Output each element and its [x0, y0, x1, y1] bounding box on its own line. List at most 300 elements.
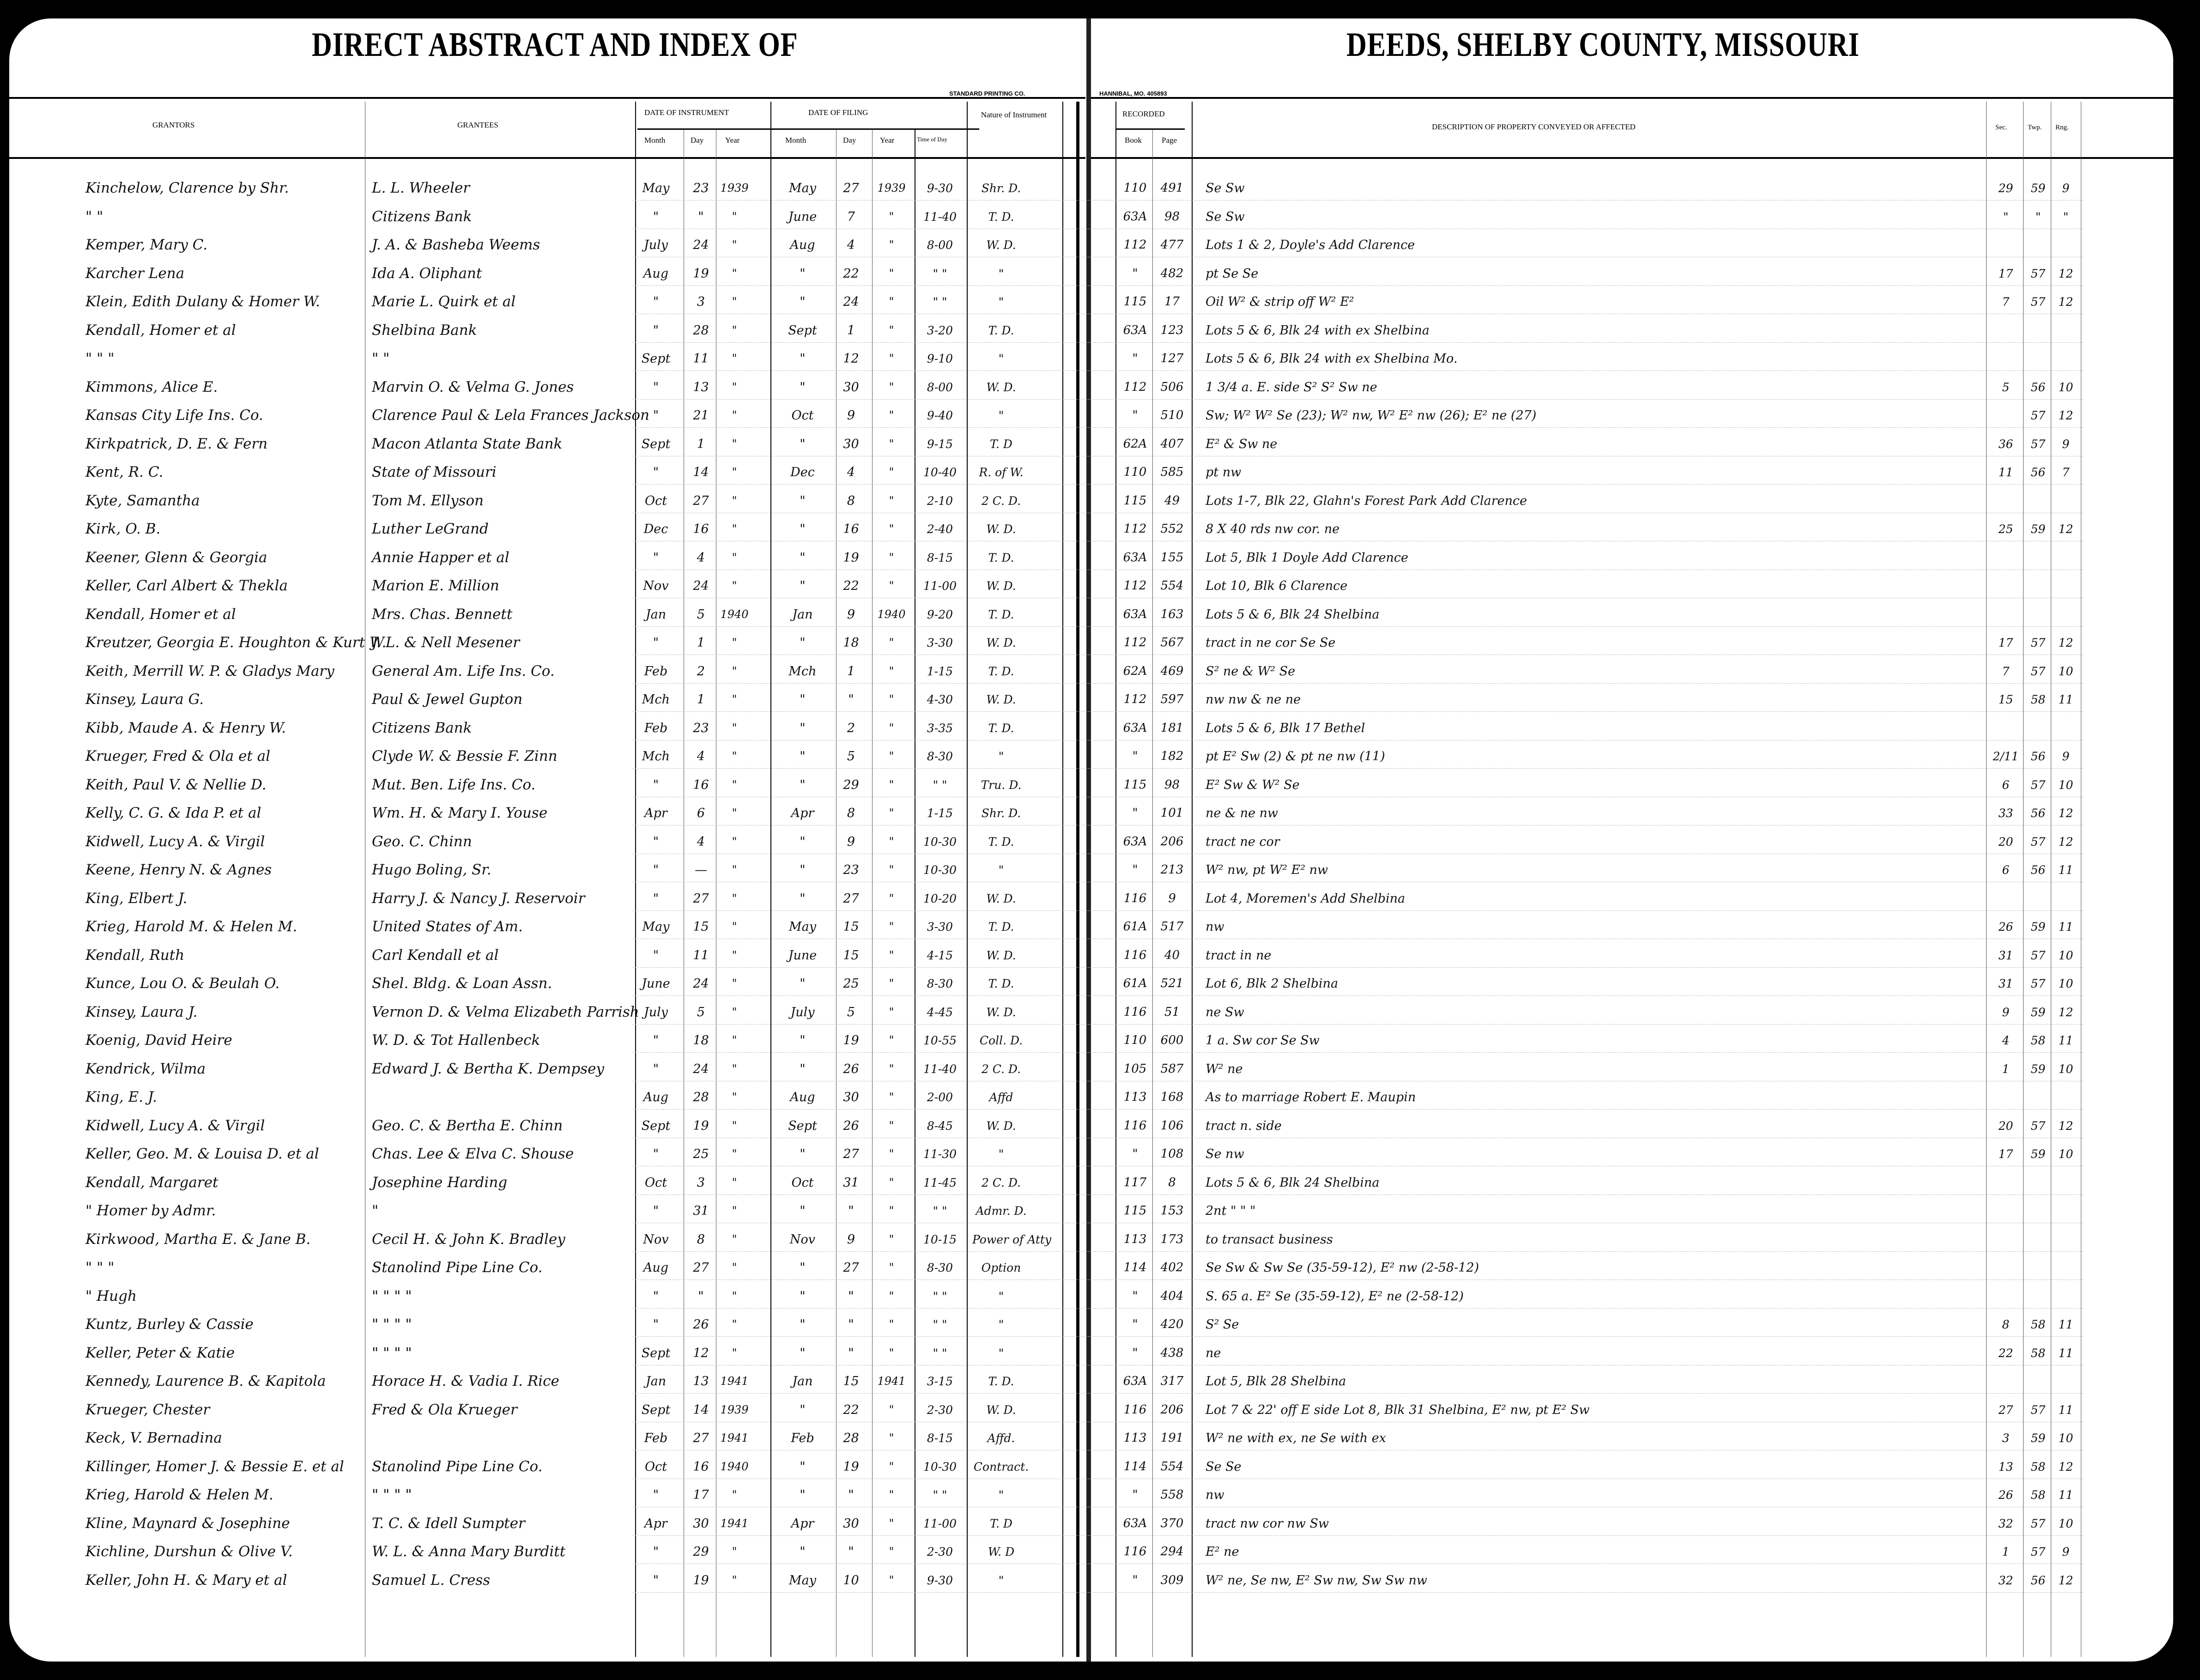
- grantor-name: " Hugh: [85, 1287, 137, 1304]
- record-page: 17: [1164, 295, 1180, 309]
- range: ": [2063, 210, 2069, 224]
- filing-year: ": [889, 1062, 894, 1075]
- section: [1991, 320, 2021, 341]
- time-of-day: 4-30: [927, 693, 953, 706]
- township: 57: [2030, 1119, 2046, 1133]
- row-rule: [633, 910, 2083, 911]
- section: 31: [1998, 977, 2013, 990]
- left-page-title: DIRECT ABSTRACT AND INDEX OF: [312, 26, 798, 64]
- instrument-month: ": [653, 295, 659, 309]
- printer-lot-number: HANNIBAL, MO. 405893: [1099, 90, 1167, 97]
- township: [2025, 348, 2051, 369]
- filing-year: ": [889, 295, 894, 308]
- filing-month: Apr: [791, 1516, 814, 1531]
- section: 3: [2002, 1431, 2010, 1445]
- section: [1991, 1087, 2021, 1108]
- range: 12: [2058, 1460, 2073, 1474]
- instrument-day: 16: [693, 777, 709, 792]
- township: ": [2035, 210, 2041, 224]
- instrument-year: ": [732, 1261, 737, 1274]
- table-row: [0, 263, 2200, 284]
- section: 4: [2002, 1034, 2010, 1047]
- filing-day: 16: [843, 522, 859, 536]
- instrument-day: 5: [697, 607, 705, 622]
- record-book: 114: [1123, 1459, 1147, 1474]
- township: 58: [2030, 1488, 2046, 1502]
- instrument-year: ": [732, 1034, 737, 1047]
- filing-day: 19: [843, 1033, 859, 1048]
- nature-of-instrument: W. D.: [986, 238, 1016, 252]
- filing-year: ": [889, 1119, 894, 1132]
- record-page: 40: [1164, 948, 1180, 962]
- property-description: tract in ne cor Se Se: [1206, 636, 1336, 650]
- time-of-day: " ": [933, 1318, 947, 1331]
- filing-day: 4: [847, 465, 855, 479]
- township: 59: [2030, 1005, 2046, 1019]
- section: 6: [2002, 778, 2010, 792]
- range: 12: [2058, 267, 2073, 280]
- time-of-day: 9-10: [927, 352, 953, 365]
- filing-day: 26: [843, 1118, 859, 1133]
- instrument-day: 3: [697, 295, 705, 309]
- record-page: 491: [1160, 181, 1184, 195]
- township: [2025, 1201, 2051, 1221]
- filing-day: 19: [843, 550, 859, 565]
- instrument-day: 1: [697, 636, 705, 650]
- filing-month: Mch: [788, 664, 817, 679]
- instrument-day-header: Day: [691, 136, 704, 145]
- filing-year: 1939: [877, 182, 906, 194]
- filing-year: ": [889, 380, 894, 394]
- property-description: tract n. side: [1206, 1118, 1282, 1133]
- filing-month: ": [800, 1033, 806, 1048]
- table-row: [0, 434, 2200, 455]
- record-book: ": [1132, 1317, 1138, 1331]
- record-page: 510: [1160, 408, 1184, 422]
- record-book: 61A: [1123, 920, 1147, 934]
- time-of-day: 8-30: [927, 977, 953, 990]
- table-row: [0, 916, 2200, 937]
- nature-of-instrument: ": [998, 352, 1004, 365]
- section: 6: [2002, 863, 2010, 877]
- instrument-day: 24: [693, 238, 709, 252]
- record-book: 110: [1123, 181, 1147, 195]
- instrument-day: 27: [693, 1431, 709, 1445]
- range: [2053, 235, 2079, 255]
- nature-of-instrument: R. of W.: [979, 466, 1024, 479]
- time-of-day: 3-15: [927, 1375, 953, 1388]
- nature-of-instrument: 2 C. D.: [981, 1062, 1021, 1076]
- time-of-day: " ": [933, 1346, 947, 1360]
- table-row: [0, 1144, 2200, 1164]
- record-book: ": [1132, 1573, 1138, 1587]
- section: 17: [1998, 267, 2013, 280]
- nature-of-instrument: Tru. D.: [981, 778, 1022, 792]
- township: 57: [2030, 948, 2046, 962]
- filing-year: ": [889, 948, 894, 962]
- township: [2025, 235, 2051, 255]
- grantee-name: W. L. & Anna Mary Burditt: [372, 1543, 566, 1560]
- instrument-year: ": [732, 1119, 737, 1132]
- nature-of-instrument: T. D.: [988, 323, 1014, 337]
- nature-of-instrument: T. D.: [988, 607, 1014, 621]
- grantee-name: General Am. Life Ins. Co.: [372, 662, 555, 679]
- township: 59: [2030, 182, 2046, 195]
- grantor-name: Kendall, Margaret: [85, 1174, 218, 1191]
- filing-year: ": [889, 664, 894, 678]
- instrument-day: 26: [693, 1317, 709, 1332]
- page-header: Page: [1162, 136, 1177, 145]
- grantor-name: Keene, Henry N. & Agnes: [85, 861, 272, 878]
- range: 9: [2062, 437, 2070, 451]
- grantee-name: Josephine Harding: [372, 1174, 508, 1191]
- property-description: 8 X 40 rds nw cor. ne: [1206, 522, 1340, 536]
- property-description: Sw; W² W² Se (23); W² nw, W² E² nw (26); E² ne (27): [1206, 408, 1537, 423]
- rng-header: Rng.: [2055, 124, 2069, 131]
- nature-of-instrument: W. D.: [986, 693, 1016, 706]
- filing-day: 19: [843, 1459, 859, 1474]
- sec-header: Sec.: [1995, 124, 2007, 131]
- grantor-name: Kimmons, Alice E.: [85, 378, 218, 395]
- section: [1991, 1201, 2021, 1221]
- filing-month: ": [800, 295, 806, 309]
- record-book: 112: [1123, 692, 1147, 706]
- township: 56: [2030, 807, 2046, 820]
- record-page: 51: [1164, 1005, 1180, 1019]
- table-row: [0, 519, 2200, 540]
- property-description: W² ne: [1206, 1061, 1243, 1076]
- property-description: Lots 1 & 2, Doyle's Add Clarence: [1206, 238, 1415, 252]
- table-row: [0, 1428, 2200, 1449]
- instrument-month: Aug: [643, 1090, 669, 1104]
- grantee-name: Macon Atlanta State Bank: [372, 435, 563, 452]
- property-description: S² Se: [1206, 1317, 1239, 1332]
- filing-year: ": [889, 1034, 894, 1047]
- instrument-month: ": [653, 408, 659, 423]
- time-of-day: 9-20: [927, 607, 953, 621]
- book-header: Book: [1125, 136, 1142, 145]
- township: [2025, 718, 2051, 739]
- grantee-name: " " " ": [372, 1316, 412, 1333]
- grantee-name: Annie Happer et al: [372, 549, 509, 566]
- filing-year: 1941: [877, 1375, 906, 1388]
- record-page: 191: [1160, 1431, 1184, 1445]
- instrument-year: ": [732, 295, 737, 308]
- grantor-name: Kansas City Life Ins. Co.: [85, 407, 263, 424]
- grantor-name: Kidwell, Lucy A. & Virgil: [85, 1117, 265, 1134]
- range: 11: [2058, 1488, 2073, 1502]
- table-row: [0, 1456, 2200, 1477]
- township: [2025, 1371, 2051, 1392]
- filing-day: ": [848, 1346, 854, 1360]
- instrument-month: May: [642, 920, 670, 934]
- section: 27: [1998, 1403, 2013, 1417]
- filing-day: 30: [843, 437, 859, 451]
- time-of-day: 2-40: [927, 522, 953, 536]
- record-book: 110: [1123, 1033, 1147, 1047]
- record-book: ": [1132, 408, 1138, 422]
- township: 57: [2030, 835, 2046, 849]
- instrument-day: 27: [693, 493, 709, 508]
- table-row: [0, 1257, 2200, 1278]
- filing-month: Sept: [788, 323, 817, 338]
- grantor-name: Kennedy, Laurence B. & Kapitola: [85, 1373, 326, 1389]
- table-row: [0, 831, 2200, 852]
- filing-day: 9: [847, 1232, 855, 1247]
- record-page: 402: [1160, 1261, 1184, 1274]
- section: [1991, 1371, 2021, 1392]
- section: 17: [1998, 1147, 2013, 1161]
- record-book: 116: [1123, 1118, 1147, 1133]
- instrument-month: ": [653, 948, 659, 963]
- property-description: tract ne cor: [1206, 834, 1280, 849]
- table-row: [0, 1343, 2200, 1364]
- grantee-name: J. L. & Nell Mesener: [372, 634, 520, 651]
- row-rule: [633, 370, 2083, 371]
- record-page: 558: [1160, 1488, 1184, 1502]
- property-description: Lots 5 & 6, Blk 24 Shelbina: [1206, 1175, 1380, 1190]
- record-book: ": [1132, 1346, 1138, 1360]
- record-book: 116: [1123, 1005, 1147, 1019]
- date-of-filing-header: DATE OF FILING: [808, 108, 868, 117]
- township: 57: [2030, 1403, 2046, 1417]
- filing-year: ": [889, 267, 894, 280]
- range: [2053, 491, 2079, 511]
- grantee-name: Marvin O. & Velma G. Jones: [372, 378, 574, 395]
- filing-month: ": [800, 380, 806, 394]
- section: 5: [2002, 380, 2010, 394]
- township: 57: [2030, 409, 2046, 422]
- grantor-name: Keith, Paul V. & Nellie D.: [85, 776, 267, 793]
- filing-day: 5: [847, 749, 855, 764]
- filing-month: Oct: [791, 1175, 814, 1190]
- filing-month: ": [800, 976, 806, 991]
- record-page: 482: [1160, 266, 1184, 280]
- row-rule: [633, 1592, 2083, 1593]
- instrument-year: ": [732, 551, 737, 564]
- instrument-year: ": [732, 636, 737, 649]
- filing-month: ": [800, 1261, 806, 1275]
- time-of-day: 10-30: [923, 835, 957, 849]
- record-page: 420: [1160, 1317, 1184, 1331]
- grantor-name: Kunce, Lou O. & Beulah O.: [85, 975, 280, 992]
- section: 33: [1998, 807, 2013, 820]
- record-page: 506: [1160, 380, 1184, 394]
- filing-year: ": [889, 210, 894, 223]
- property-description: As to marriage Robert E. Maupin: [1206, 1090, 1416, 1104]
- range: 11: [2058, 863, 2073, 877]
- instrument-year: ": [732, 664, 737, 678]
- record-book: 63A: [1123, 607, 1147, 621]
- time-of-day: " ": [933, 267, 947, 280]
- nature-of-instrument: W. D.: [986, 948, 1016, 962]
- record-page: 106: [1160, 1118, 1184, 1133]
- record-page: 600: [1160, 1033, 1184, 1047]
- property-description: ne Sw: [1206, 1005, 1244, 1019]
- instrument-year: ": [732, 1346, 737, 1359]
- filing-month: ": [800, 352, 806, 366]
- grantee-name: [372, 1087, 633, 1108]
- grantor-name: Keith, Merrill W. P. & Gladys Mary: [85, 662, 334, 679]
- filing-day: 23: [843, 863, 859, 877]
- table-row: [0, 1286, 2200, 1307]
- property-description: tract nw cor nw Sw: [1206, 1516, 1329, 1531]
- instrument-month: July: [643, 1005, 668, 1019]
- filing-year: ": [889, 494, 894, 507]
- instrument-month: Sept: [641, 437, 671, 451]
- section: 20: [1998, 835, 2013, 849]
- table-row: [0, 377, 2200, 398]
- grantor-name: Kline, Maynard & Josephine: [85, 1515, 290, 1532]
- record-page: 108: [1160, 1147, 1184, 1161]
- filing-year: ": [889, 409, 894, 422]
- record-book: ": [1132, 863, 1138, 877]
- instrument-month: May: [642, 181, 670, 195]
- time-of-day: 3-30: [927, 920, 953, 934]
- filing-month: Feb: [791, 1431, 814, 1445]
- table-row: [0, 775, 2200, 795]
- grantee-name: Edward J. & Bertha K. Dempsey: [372, 1060, 604, 1077]
- property-description: Lots 1-7, Blk 22, Glahn's Forest Park Add Clarence: [1206, 493, 1527, 508]
- filing-year-header: Year: [880, 136, 895, 145]
- instrument-month: Oct: [644, 493, 667, 508]
- property-description: Lots 5 & 6, Blk 17 Bethel: [1206, 721, 1365, 735]
- nature-of-instrument: Shr. D.: [981, 182, 1021, 195]
- section: 2/11: [1993, 750, 2019, 763]
- grantee-name: J. A. & Basheba Weems: [372, 237, 540, 253]
- instrument-month: ": [653, 550, 659, 565]
- table-row: [0, 632, 2200, 653]
- instrument-year: ": [732, 977, 737, 990]
- property-description: Se Sw & Sw Se (35-59-12), E² nw (2-58-12): [1206, 1261, 1479, 1275]
- table-row: [0, 945, 2200, 966]
- filing-year: ": [889, 1204, 894, 1217]
- instrument-year: ": [732, 948, 737, 962]
- record-page: 123: [1160, 323, 1184, 337]
- record-page: 101: [1160, 806, 1184, 820]
- grantor-name: Kuntz, Burley & Cassie: [85, 1316, 254, 1333]
- section: 11: [1998, 466, 2013, 479]
- instrument-month: ": [653, 323, 659, 338]
- township: [2025, 888, 2051, 909]
- range: [2053, 604, 2079, 625]
- record-page: 554: [1160, 1459, 1184, 1474]
- row-rule: [633, 342, 2083, 343]
- nature-of-instrument: W. D.: [986, 1403, 1016, 1417]
- table-row: [0, 1059, 2200, 1080]
- grantor-name: Krieg, Harold M. & Helen M.: [85, 918, 297, 935]
- filing-day: 9: [847, 408, 855, 423]
- filing-month: Sept: [788, 1118, 817, 1133]
- time-of-day: 9-15: [927, 437, 953, 451]
- grantee-name: Chas. Lee & Elva C. Shouse: [372, 1146, 574, 1162]
- filing-day: 27: [843, 891, 859, 906]
- filing-year: ": [889, 1516, 894, 1530]
- grantor-name: Krieg, Harold & Helen M.: [85, 1486, 273, 1503]
- property-description: E² Sw & W² Se: [1206, 777, 1300, 792]
- nature-of-instrument: T. D.: [988, 920, 1014, 934]
- section: 29: [1998, 182, 2013, 195]
- filing-day: ": [848, 1545, 854, 1559]
- township: 56: [2030, 863, 2046, 877]
- instrument-day: ": [698, 1289, 704, 1304]
- instrument-year: 1941: [720, 1431, 749, 1444]
- row-rule: [633, 626, 2083, 627]
- instrument-month: ": [653, 1573, 659, 1588]
- filing-year: ": [889, 693, 894, 706]
- instrument-month: ": [653, 1488, 659, 1502]
- township: 56: [2030, 380, 2046, 394]
- record-book: 63A: [1123, 1516, 1147, 1530]
- range: 11: [2058, 1034, 2073, 1047]
- section: [1991, 348, 2021, 369]
- record-page: 294: [1160, 1545, 1184, 1559]
- time-of-day: 11-00: [923, 579, 957, 593]
- township: [2025, 1286, 2051, 1307]
- record-book: 116: [1123, 891, 1147, 905]
- range: [2053, 888, 2079, 909]
- filing-month: ": [800, 1204, 806, 1218]
- section: [1991, 235, 2021, 255]
- filing-month: ": [800, 1488, 806, 1502]
- table-row: [0, 348, 2200, 369]
- time-of-day: 2-30: [927, 1545, 953, 1559]
- nature-of-instrument: Shr. D.: [981, 807, 1021, 820]
- instrument-month: Sept: [641, 1402, 671, 1417]
- instrument-day: 12: [693, 1346, 709, 1360]
- record-book: 113: [1123, 1431, 1147, 1445]
- grantor-name: Klein, Edith Dulany & Homer W.: [85, 293, 321, 310]
- range: [2053, 1087, 2079, 1108]
- time-of-day: 8-00: [927, 238, 953, 252]
- right-page-title: DEEDS, SHELBY COUNTY, MISSOURI: [1346, 26, 1860, 64]
- record-book: 63A: [1123, 323, 1147, 337]
- grantee-name: Wm. H. & Mary I. Youse: [372, 805, 548, 821]
- filing-day: ": [848, 1488, 854, 1502]
- record-book: 112: [1123, 238, 1147, 252]
- row-rule: [633, 399, 2083, 400]
- instrument-day: 19: [693, 266, 709, 281]
- grantor-name: Krueger, Fred & Ola et al: [85, 748, 271, 764]
- row-rule: [633, 1308, 2083, 1309]
- grantee-name: Geo. C. Chinn: [372, 833, 472, 850]
- instrument-year: ": [732, 1091, 737, 1104]
- record-book: ": [1132, 266, 1138, 280]
- table-row: [0, 1087, 2200, 1108]
- row-rule: [633, 1393, 2083, 1394]
- instrument-year: ": [732, 210, 737, 223]
- township: [2025, 604, 2051, 625]
- time-of-day: 10-20: [923, 892, 957, 905]
- table-row: [0, 547, 2200, 568]
- property-description: Se Sw: [1206, 181, 1245, 195]
- nature-of-instrument: T. D.: [988, 977, 1014, 990]
- instrument-month: July: [643, 238, 668, 252]
- record-book: 63A: [1123, 721, 1147, 735]
- record-page: 173: [1160, 1232, 1184, 1246]
- range: 10: [2058, 948, 2073, 962]
- record-book: ": [1132, 352, 1138, 365]
- filing-month: ": [800, 550, 806, 565]
- instrument-year: ": [732, 409, 737, 422]
- nature-of-instrument: ": [998, 409, 1004, 422]
- instrument-month: ": [653, 209, 659, 224]
- range: [2053, 320, 2079, 341]
- record-book: 112: [1123, 522, 1147, 536]
- grantor-name: Kinchelow, Clarence by Shr.: [85, 180, 289, 196]
- instrument-month: ": [653, 1204, 659, 1218]
- instrument-day: 27: [693, 891, 709, 906]
